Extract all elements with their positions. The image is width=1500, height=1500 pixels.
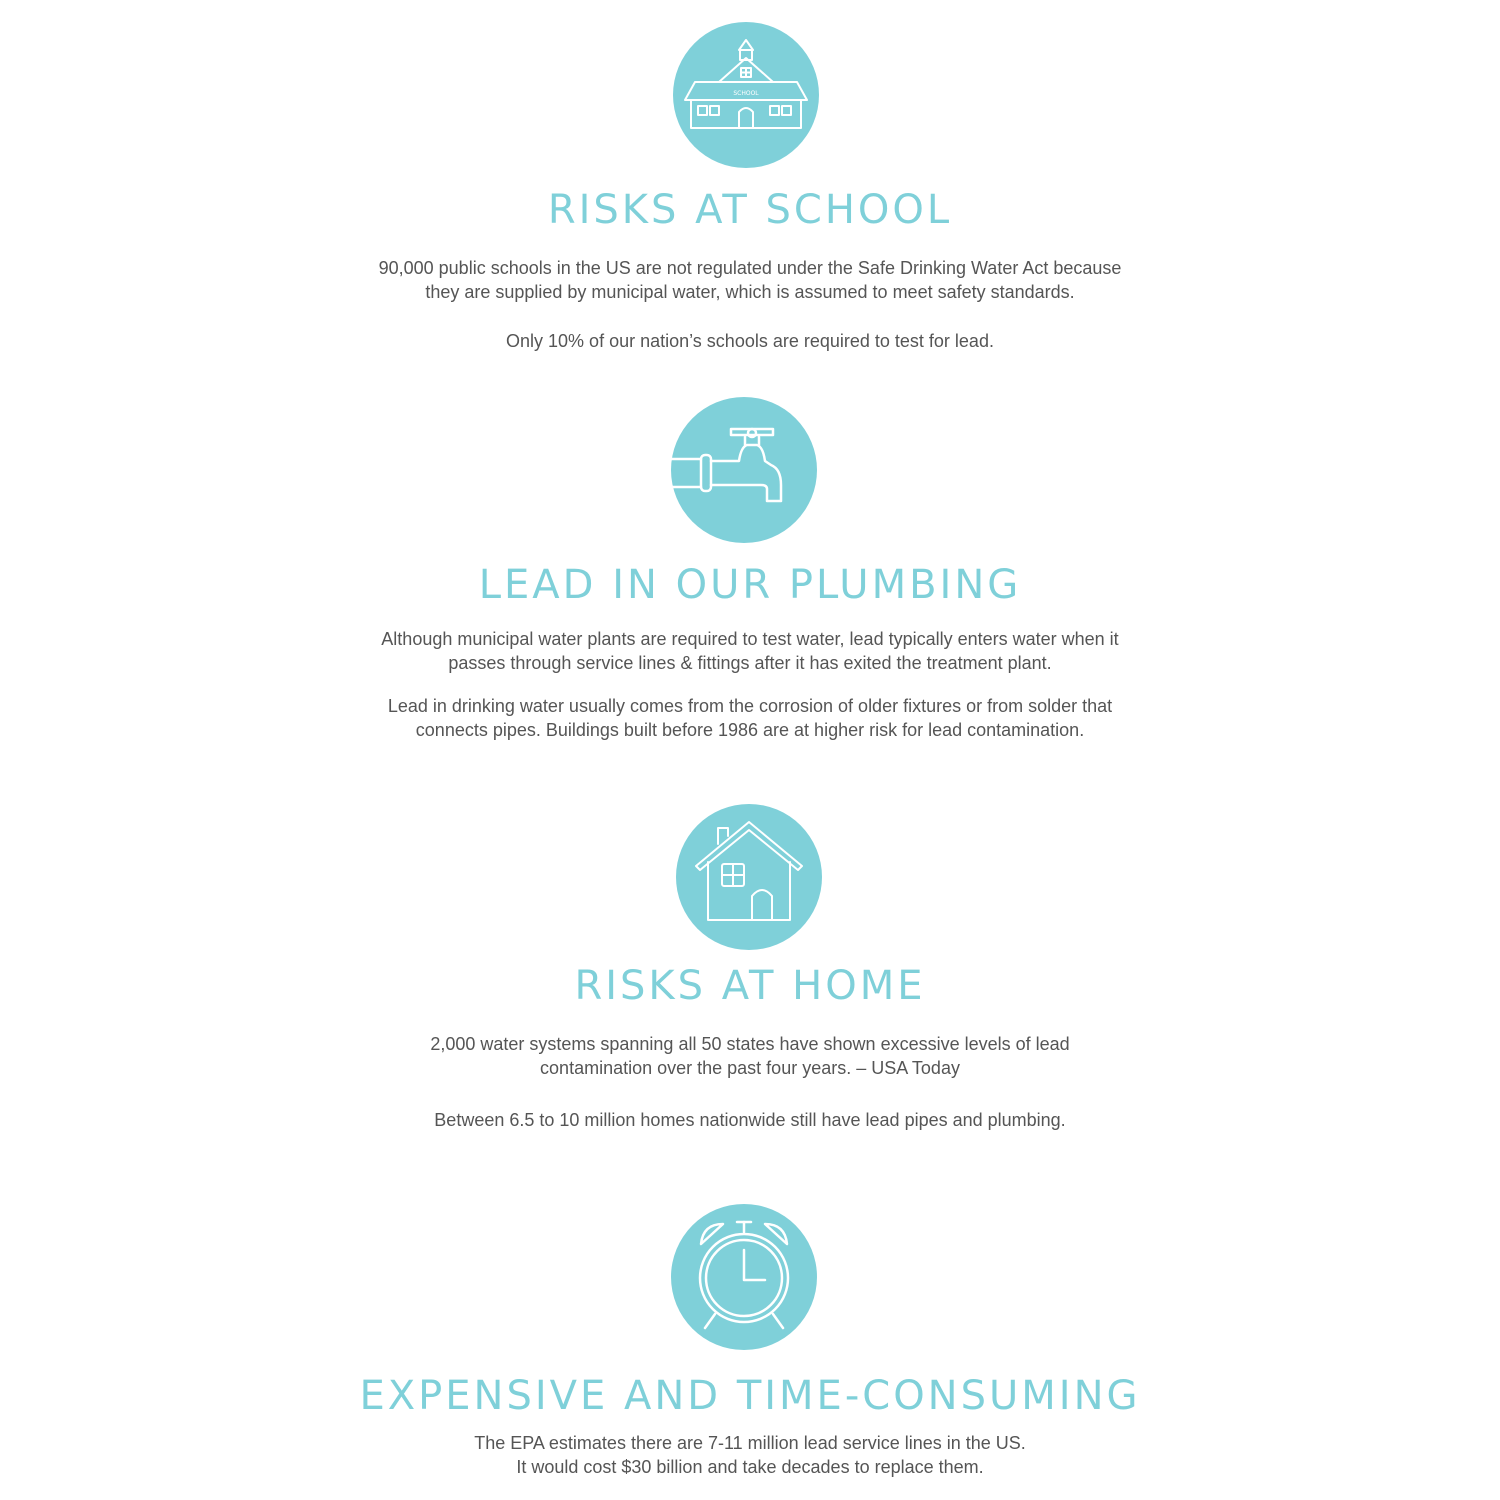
plumbing-paragraph-2: Lead in drinking water usually comes from the corrosion of older fixtures or from solder that connects pipes. Buildings built before 1986 are at higher risk for lead contamination. [387, 696, 1113, 740]
expensive-paragraph-1: The EPA estimates there are 7-11 million lead service lines in the US. It would cost $30 billion and take decades to replace them. [474, 1433, 1026, 1477]
section-title-school: RISKS AT SCHOOL [547, 187, 953, 233]
section-title-expensive: EXPENSIVE AND TIME-CONSUMING [359, 1373, 1141, 1419]
section-title-home: RISKS AT HOME [574, 963, 926, 1009]
school-sign-text: SCHOOL [733, 90, 759, 97]
house-icon [676, 804, 822, 950]
home-paragraph-1: 2,000 water systems spanning all 50 states have shown excessive levels of lead contamination over the past four years. – USA Today [430, 1034, 1070, 1078]
school-paragraph-2: Only 10% of our nation’s schools are required to test for lead. [506, 331, 994, 351]
faucet-icon [671, 397, 817, 543]
home-paragraph-2: Between 6.5 to 10 million homes nationwide still have lead pipes and plumbing. [434, 1110, 1066, 1130]
section-title-plumbing: LEAD IN OUR PLUMBING [478, 562, 1022, 608]
school-paragraph-1: 90,000 public schools in the US are not regulated under the Safe Drinking Water Act because they are supplied by municipal water, which is assumed to meet safety standards. [378, 258, 1122, 302]
plumbing-paragraph-1: Although municipal water plants are required to test water, lead typically enters water when it passes through service lines & fittings after it has exited the treatment plant. [381, 629, 1119, 673]
school-icon [673, 22, 819, 168]
alarm-clock-icon [671, 1204, 817, 1350]
